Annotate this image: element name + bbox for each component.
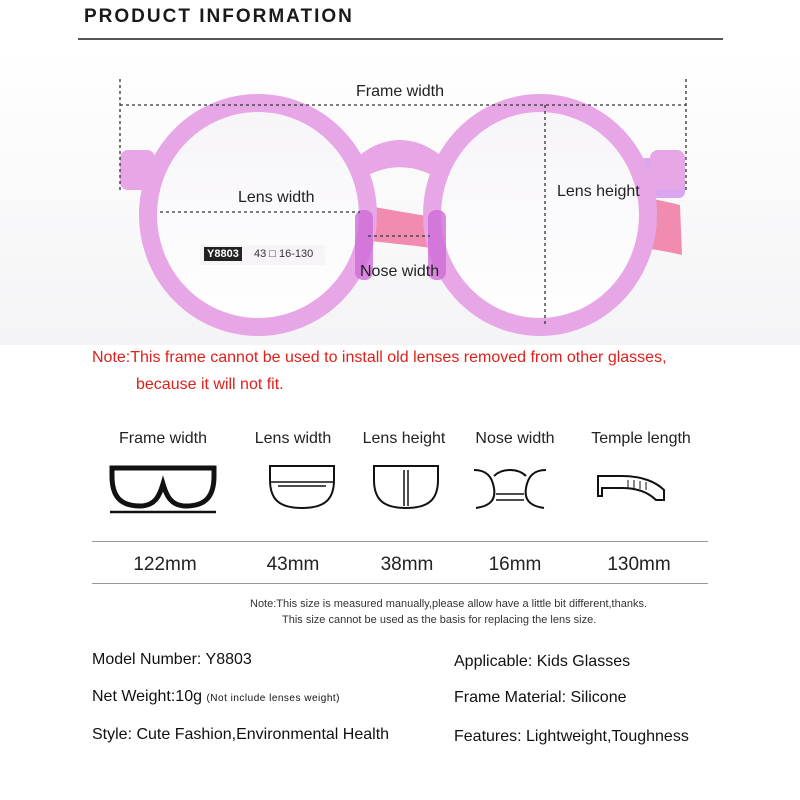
spec-applicable: Applicable: Kids Glasses xyxy=(454,653,631,670)
spec-model-number: Model Number: Y8803 xyxy=(92,651,252,668)
nose-width-label: Nose width xyxy=(360,263,440,280)
dim-value-frame-width: 122mm xyxy=(133,554,197,575)
dim-value-lens-height: 38mm xyxy=(380,554,434,575)
fit-warning-line1: Note:This frame cannot be used to install old lenses removed from other glasses, xyxy=(92,349,667,366)
dim-value-nose-width: 16mm xyxy=(488,554,542,575)
lens-height-icon xyxy=(370,462,442,514)
frame-width-icon xyxy=(108,462,218,514)
dim-label-temple-length: Temple length xyxy=(591,430,691,447)
spec-features: Features: Lightweight,Toughness xyxy=(454,728,689,745)
temple-model-tag: Y8803 xyxy=(204,247,242,261)
fit-warning-line2: because it will not fit. xyxy=(136,376,284,393)
value-bottom-rule xyxy=(92,583,708,584)
glasses-photo xyxy=(0,45,800,345)
spec-frame-material: Frame Material: Silicone xyxy=(454,689,627,706)
nose-width-icon xyxy=(472,462,548,514)
temple-length-icon xyxy=(592,462,672,514)
dim-label-nose-width: Nose width xyxy=(475,430,555,447)
dim-label-frame-width: Frame width xyxy=(118,430,208,447)
left-lens-rim xyxy=(148,103,368,327)
spec-style: Style: Cute Fashion,Environmental Health xyxy=(92,726,390,743)
lens-height-label: Lens height xyxy=(557,183,640,200)
header-divider xyxy=(78,38,723,40)
right-lens-rim xyxy=(432,103,648,327)
temple-size-tag: 43 □ 16-130 xyxy=(254,248,314,260)
frame-width-label: Frame width xyxy=(356,83,445,100)
spec-net-weight xyxy=(92,688,340,706)
dim-label-lens-width: Lens width xyxy=(254,430,332,447)
measure-note-line1: Note:This size is measured manually,please allow have a little bit different,thanks. xyxy=(250,598,648,610)
measure-note-line2: This size cannot be used as the basis for replacing the lens size. xyxy=(282,614,597,626)
dim-value-lens-width: 43mm xyxy=(266,554,320,575)
dim-value-temple-length: 130mm xyxy=(607,554,671,575)
value-top-rule xyxy=(92,541,708,542)
page-title: PRODUCT INFORMATION xyxy=(84,6,354,27)
lens-width-label: Lens width xyxy=(238,189,315,206)
dim-label-lens-height: Lens height xyxy=(362,430,446,447)
spec-net-weight-note: (Not include lenses weight) xyxy=(206,693,341,704)
lens-width-icon xyxy=(266,462,338,514)
spec-net-weight-value: Net Weight:10g xyxy=(92,688,202,705)
